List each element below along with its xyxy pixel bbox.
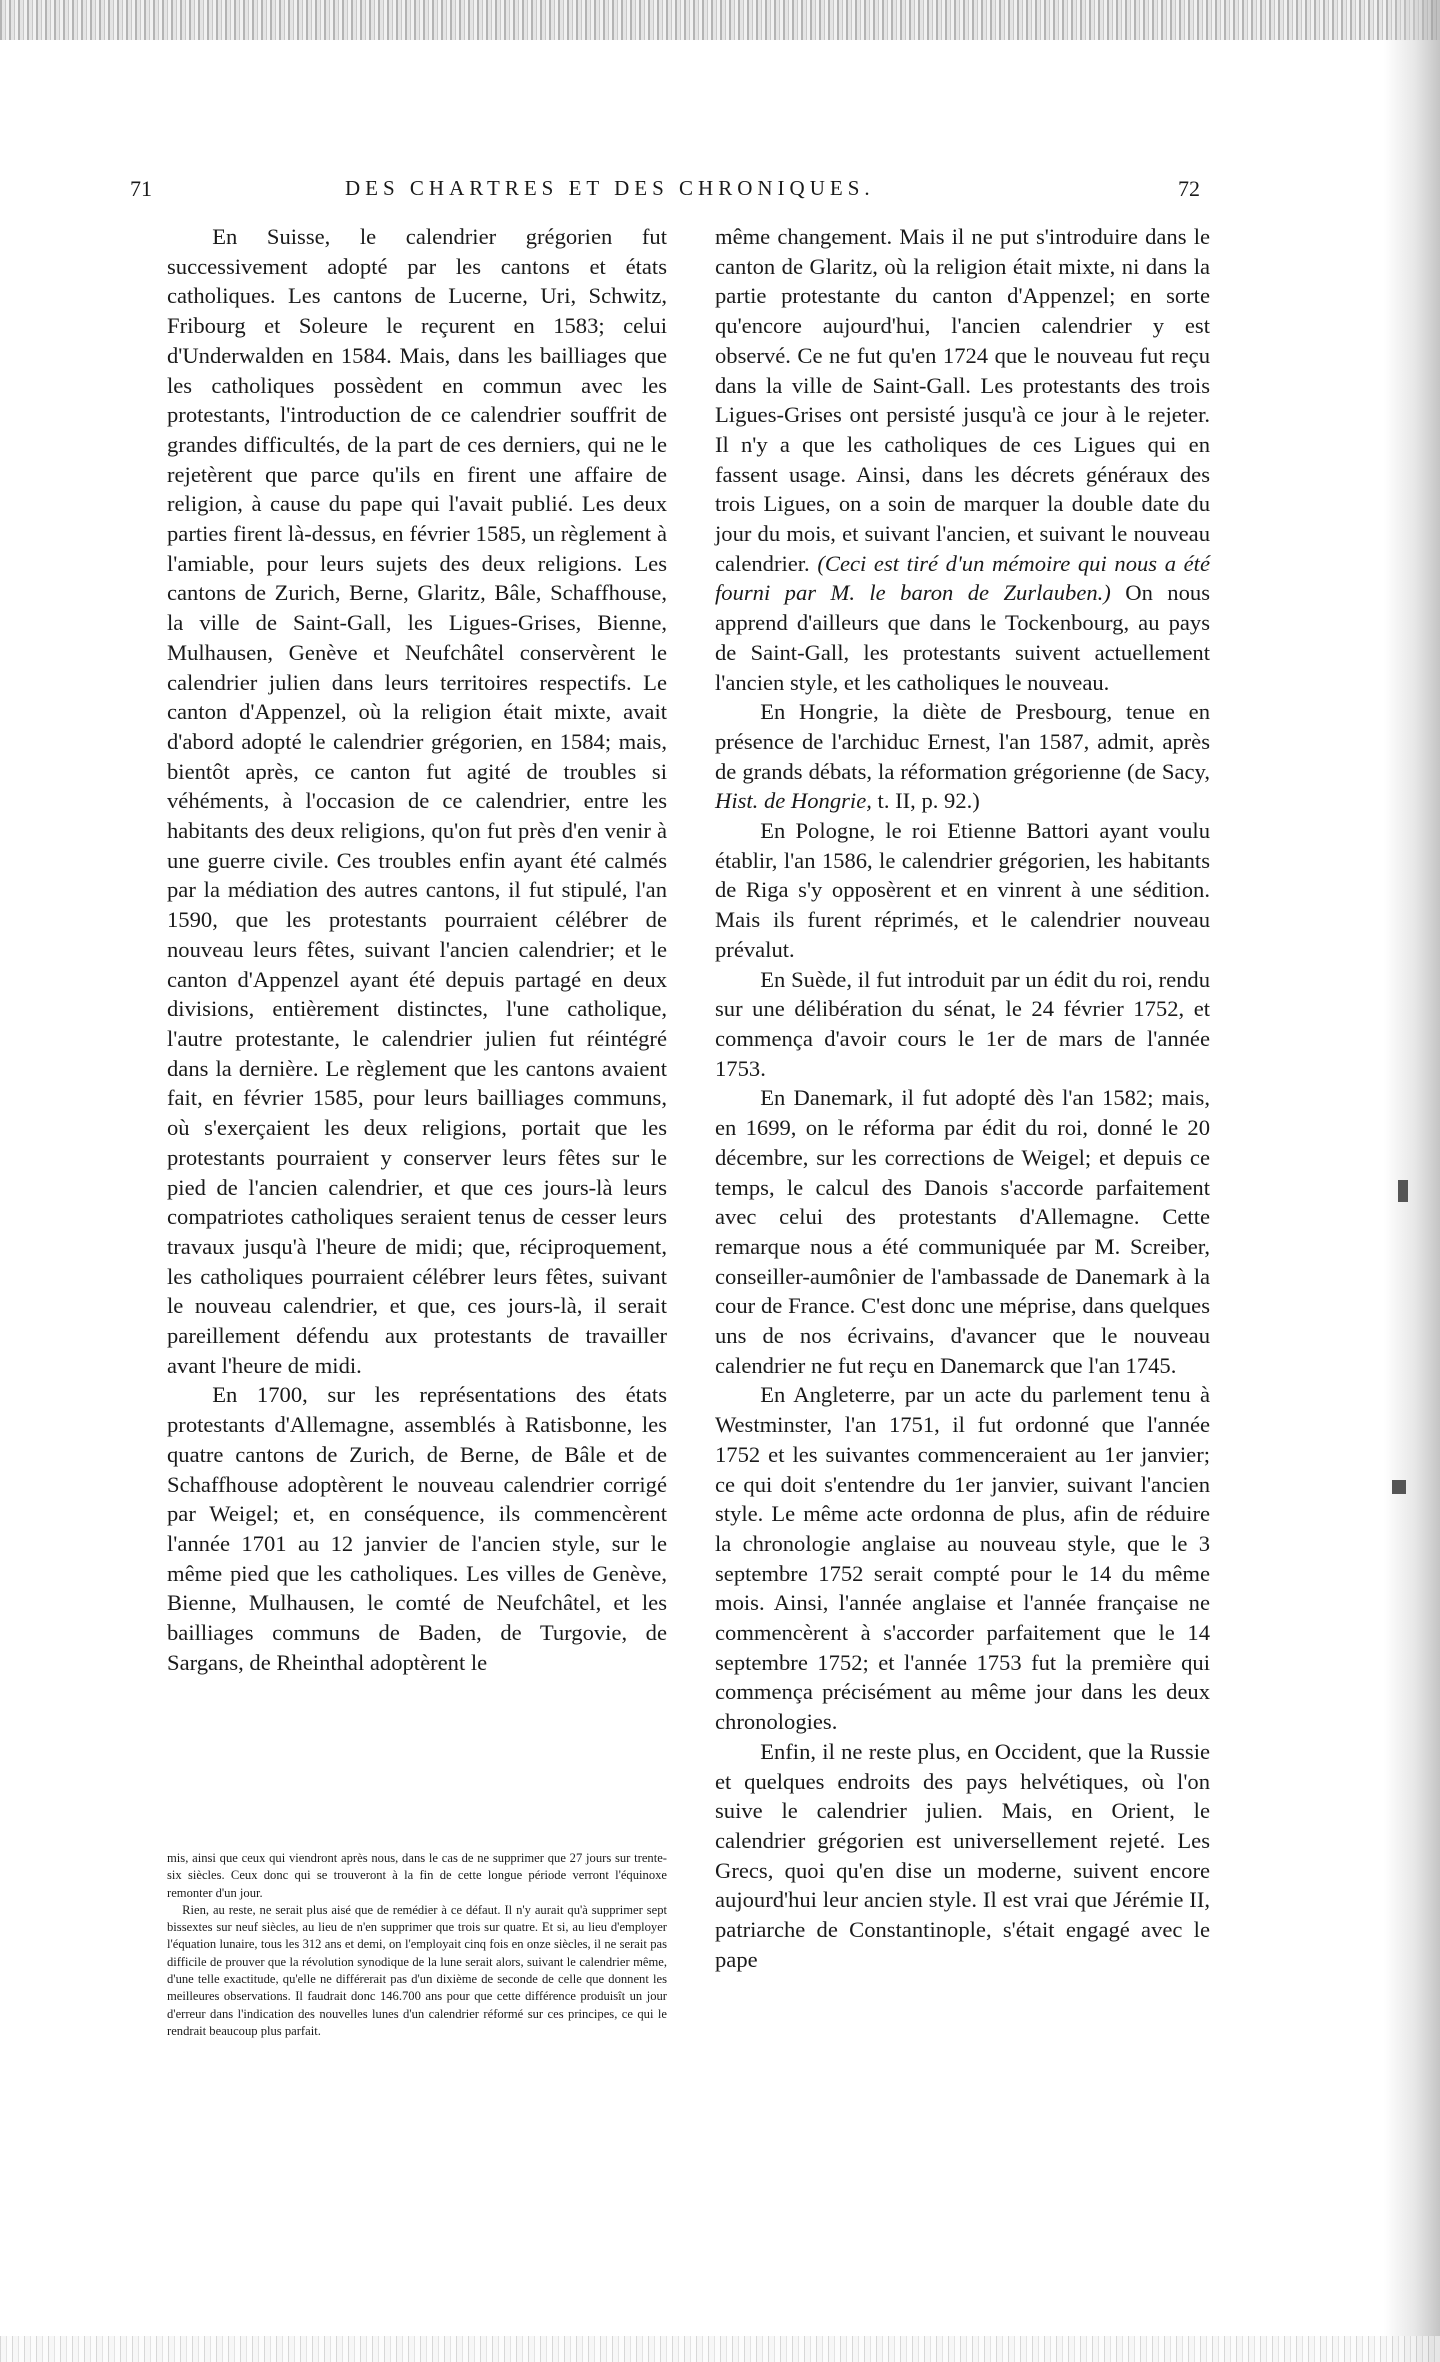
scan-edge-bottom [0,2336,1440,2362]
folio-left: 71 [130,176,152,201]
paragraph-danemark: En Danemark, il fut adopté dès l'an 1582; mais, en 1699, on le réforma par édit du roi, donné le 20 décembre, sur les corrections de Weigel; et depuis ce temps, le calcul des Danois s'accorde parfaitement avec celui des protestants d'Allemagne. Cette remarque nous a été communiquée par M. Screiber, conseiller-aumônier de l'ambassade de Danemark à la cour de France. C'est donc une méprise, dans quelques uns de nos écrivains, d'avancer que le nouveau calendrier ne fut reçu en Danemarck que l'an 1745. [715,1085,1210,1378]
paragraph-continuation [715,222,1210,697]
scan-edge-top [0,0,1440,40]
left-column [167,222,667,1677]
paragraph-angleterre: En Angleterre, par un acte du parlement tenu à Westminster, l'an 1751, il fut ordonné que l'année 1752 et les suivantes commenceraient au 1er janvier; ce qui doit s'entendre du 1er janvier, suivant l'ancien style. Le même acte ordonna de plus, afin de réduire la chronologie anglaise au nouveau style, que le 3 septembre 1752 serait compté pour le 14 du même mois. Ainsi, l'année anglaise et l'année française ne commencèrent à s'accorder parfaitement que le 14 septembre 1752; et l'année 1753 fut la première qui commença précisément au même jour dans les deux chronologies. [715,1382,1210,1735]
scan-edge-right [1384,0,1440,2362]
right-column [715,222,1210,1974]
running-head [130,172,1200,212]
folio-right: 72 [1178,176,1200,201]
paragraph-pologne: En Pologne, le roi Etienne Battori ayant voulu établir, l'an 1586, le calendrier grégorien, les habitants de Riga s'y opposèrent et en vinrent à une sédition. Mais ils furent réprimés, et le calendrier nouveau prévalut. [715,818,1210,962]
paragraph-suisse: En Suisse, le calendrier grégorien fut successivement adopté par les cantons et états catholiques. Les cantons de Lucerne, Uri, Schwitz, Fribourg et Soleure le reçurent en 1583; celui d'Underwalden en 1584. Mais, dans les bailliages que les catholiques possèdent en commun avec les protestants, l'introduction de ce calendrier souffrit de grandes difficultés, de la part de ces derniers, qui ne le rejetèrent que parce qu'ils en firent une affaire de religion, à cause du pape qui l'avait publié. Les deux parties firent là-dessus, en février 1585, un règlement à l'amiable, pour leurs sujets des deux religions. Les cantons de Zurich, Berne, Glaritz, Bâle, Schaffhouse, la ville de Saint-Gall, les Ligues-Grises, Bienne, Mulhausen, Genève et Neufchâtel conservèrent le calendrier julien dans leurs territoires respectifs. Le canton d'Appenzel, où la religion était mixte, avait d'abord adopté le calendrier grégorien, en 1584; mais, bientôt après, ce canton fut agité de troubles si véhéments, à l'occasion de ce calendrier, entre les habitants des deux religions, qu'on fut près d'en venir à une guerre civile. Ces troubles enfin ayant été calmés par la médiation des autres cantons, il fut stipulé, l'an 1590, que les protestants pourraient célébrer de nouveau leurs fêtes, suivant l'ancien calendrier; et le canton d'Appenzel ayant été depuis partagé en deux divisions, entièrement distinctes, l'une catholique, l'autre protestante, le calendrier julien fut réintégré dans la dernière. Le règlement que les cantons avaient fait, en février 1585, pour leurs bailliages communs, où s'exerçaient les deux religions, portait que les protestants pourraient y conserver leurs fêtes sur le pied de l'ancien calendrier, et que ces jours-là leurs compatriotes catholiques seraient tenus de cesser leurs travaux jusqu'à l'heure de midi; que, réciproquement, les catholiques pourraient célébrer leurs fêtes, suivant le nouveau calendrier, et que, ces jours-là, il serait pareillement défendu aux protestants de travailler avant l'heure de midi. [167,224,667,1378]
italic-citation: Hist. de Hongrie, [715,788,872,814]
scan-speck [1398,1180,1408,1202]
footnote-paragraph: Rien, au reste, ne serait plus aisé que de remédier à ce défaut. Il n'y aurait qu'à supprimer sept bissextes sur neuf siècles, au lieu de n'en supprimer que trois sur quatre. Et si, au lieu d'employer l'équation lunaire, tous les 312 ans et demi, on l'employait cinq fois en onze siècles, il ne serait pas difficile de prouver que la révolution synodique de la lune serait alors, suivant le calendrier même, d'une telle exactitude, qu'elle ne différerait pas d'un dixième de seconde de celle que donnent les meilleures observations. Il faudrait donc 146.700 ans pour que cette différence produisît un jour d'erreur dans l'indication des nouvelles lunes d'un calendrier réformé sur ces principes, ce qui le rendrait beaucoup plus parfait. [167,1902,667,2038]
paragraph-text: On nous apprend d'ailleurs que dans le Tockenbourg, au pays de Saint-Gall, les protestants suivent actuellement l'ancien style, et les catholiques le nouveau. [715,580,1210,695]
paragraph-text: même changement. Mais il ne put s'introduire dans le canton de Glaritz, où la religion était mixte, ni dans la partie protestante du canton d'Appenzel; en sorte qu'encore aujourd'hui, l'ancien calendrier y est observé. Ce ne fut qu'en 1724 que le nouveau fut reçu dans la ville de Saint-Gall. Les protestants des trois Ligues-Grises ont persisté jusqu'à ce jour à le rejeter. Il n'y a que les catholiques de ces Ligues qui en fassent usage. Ainsi, dans les décrets généraux des trois Ligues, on a soin de marquer la double date du jour du mois, et suivant l'ancien, et suivant le nouveau calendrier. [715,224,1210,576]
scan-speck [1392,1480,1406,1494]
paragraph-text: t. II, p. 92.) [877,788,980,814]
paragraph-text: En Hongrie, la diète de Presbourg, tenue en présence de l'archiduc Ernest, l'an 1587, admit, après de grands débats, la réformation grégorienne (de Sacy, [715,699,1210,784]
footnote-paragraph: mis, ainsi que ceux qui viendront après nous, dans le cas de ne supprimer que 27 jours sur trente-six siècles. Ceux donc qui se trouveront à la fin de cette longue période verront l'équinoxe remonter d'un jour. [167,1851,667,1900]
paragraph-1700: En 1700, sur les représentations des états protestants d'Allemagne, assemblés à Ratisbonne, les quatre cantons de Zurich, de Berne, de Bâle et de Schaffhouse adoptèrent le nouveau calendrier corrigé par Weigel; et, en conséquence, ils commencèrent l'année 1701 au 12 janvier de l'ancien style, sur le même pied que les catholiques. Les villes de Genève, Bienne, Mulhausen, le comté de Neufchâtel, et les bailliages communs de Baden, de Turgovie, de Sargans, de Rheinthal adoptèrent le [167,1382,667,1675]
footnote [167,1850,667,2040]
paragraph-suede: En Suède, il fut introduit par un édit du roi, rendu sur une délibération du sénat, le 24 février 1752, et commença d'avoir cours le 1er de mars de l'année 1753. [715,966,1210,1081]
paragraph-hongrie [715,697,1210,816]
italic-note: (Ceci est tiré d'un mémoire qui nous a été fourni par M. le baron de Zurlauben.) [715,550,1210,606]
paragraph-orient: Enfin, il ne reste plus, en Occident, que la Russie et quelques endroits des pays helvétiques, où l'on suive le calendrier julien. Mais, en Orient, le calendrier grégorien est universellement rejeté. Les Grecs, quoi qu'en dise un moderne, suivent encore aujourd'hui leur ancien style. Il est vrai que Jérémie II, patriarche de Constantinople, s'était engagé avec le pape [715,1738,1210,1972]
running-title: DES CHARTRES ET DES CHRONIQUES. [345,176,875,200]
